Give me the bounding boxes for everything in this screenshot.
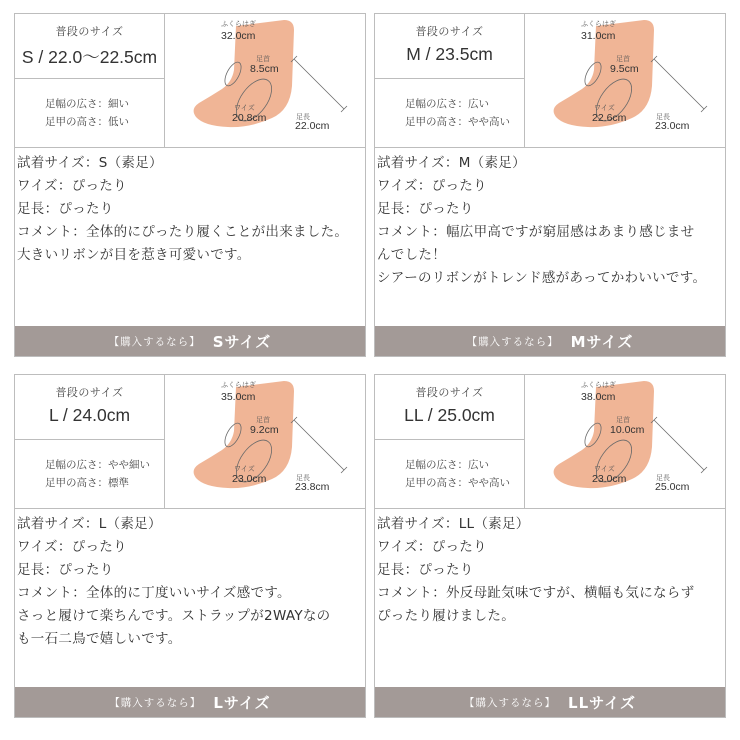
review-line: も一石二鳥で嬉しいです。	[17, 631, 182, 647]
usual-size-value: LL / 25.0cm	[404, 405, 495, 425]
review-line: コメント：外反母趾気味ですが、横幅も気にならず	[377, 585, 695, 601]
usual-size-box	[375, 14, 524, 79]
buy-size-label: LLサイズ	[568, 693, 636, 712]
foot-length-value: 23.0cm	[655, 120, 690, 132]
review-line: 足長：ぴったり	[377, 201, 474, 217]
foot-length-label: 足長	[656, 474, 670, 482]
usual-size-value: M / 23.5cm	[406, 44, 493, 64]
usual-size-label: 普段のサイズ	[55, 386, 124, 399]
wise-value: 23.0cm	[592, 473, 627, 485]
buy-size-label: Sサイズ	[212, 332, 272, 351]
foot-width-trait: 足幅の広さ：広い	[405, 98, 489, 110]
review-line: ワイズ：ぴったり	[377, 178, 487, 194]
foot-diagram	[166, 14, 365, 148]
usual-size-box	[15, 375, 164, 440]
instep-height-trait: 足甲の高さ：低い	[45, 116, 129, 128]
wise-value: 22.6cm	[592, 112, 627, 124]
usual-size-label: 普段のサイズ	[415, 386, 484, 399]
ankle-label: 足首	[616, 416, 630, 424]
size-card-l	[14, 374, 366, 718]
foot-illustration	[166, 375, 365, 509]
calf-value: 32.0cm	[221, 30, 256, 42]
size-card-ll	[374, 374, 726, 718]
calf-label: ふくらはぎ	[221, 20, 256, 28]
ankle-value: 9.2cm	[250, 424, 279, 436]
foot-illustration	[526, 375, 725, 509]
foot-length-value: 22.0cm	[295, 120, 330, 132]
buy-size-label: Mサイズ	[570, 332, 634, 351]
buy-size-label: Lサイズ	[213, 693, 271, 712]
buy-prefix: 【購入するなら】	[109, 696, 202, 709]
foot-diagram	[166, 375, 365, 509]
foot-length-line	[654, 420, 704, 470]
usual-size-box	[375, 375, 524, 440]
buy-prefix: 【購入するなら】	[466, 335, 559, 348]
review-line: ワイズ：ぴったり	[17, 539, 127, 555]
calf-value: 35.0cm	[221, 391, 256, 403]
foot-traits	[15, 440, 164, 492]
review-text	[15, 509, 365, 651]
wise-value: 23.0cm	[232, 473, 267, 485]
size-card-s	[14, 13, 366, 357]
review-line: 試着サイズ：LL（素足）	[377, 516, 530, 532]
buy-prefix: 【購入するなら】	[464, 696, 557, 709]
review-line: コメント：全体的に丁度いいサイズ感です。	[17, 585, 291, 601]
instep-height-trait: 足甲の高さ：やや高い	[405, 477, 510, 489]
calf-label: ふくらはぎ	[581, 381, 616, 389]
buy-size-button[interactable]	[15, 687, 365, 717]
review-line: 足長：ぴったり	[17, 201, 114, 217]
instep-height-trait: 足甲の高さ：やや高い	[405, 116, 510, 128]
buy-size-button[interactable]	[375, 687, 725, 717]
review-line: 足長：ぴったり	[17, 562, 114, 578]
ankle-value: 8.5cm	[250, 63, 279, 75]
instep-height-trait: 足甲の高さ：標準	[45, 477, 129, 489]
foot-width-trait: 足幅の広さ：やや細い	[45, 459, 150, 471]
review-line: 試着サイズ：M（素足）	[377, 155, 526, 171]
card-header	[15, 14, 365, 148]
usual-size-value: L / 24.0cm	[48, 405, 131, 425]
foot-length-value: 23.8cm	[295, 481, 330, 493]
card-header	[375, 375, 725, 509]
review-line: さっと履けて楽ちんです。ストラップが2WAYなの	[17, 608, 331, 624]
wise-label: ワイズ	[234, 465, 255, 473]
buy-size-button[interactable]	[15, 326, 365, 356]
review-text	[375, 148, 725, 290]
calf-label: ふくらはぎ	[221, 381, 256, 389]
foot-length-line	[294, 59, 344, 109]
review-line: ワイズ：ぴったり	[17, 178, 127, 194]
review-line: シアーのリボンがトレンド感があってかわいいです。	[377, 270, 707, 286]
review-line: んでした！	[377, 247, 446, 263]
wise-label: ワイズ	[594, 104, 615, 112]
foot-traits	[15, 79, 164, 131]
foot-length-label: 足長	[656, 113, 670, 121]
card-header	[15, 375, 365, 509]
usual-size-value: S / 22.0〜22.5cm	[21, 47, 158, 67]
wise-label: ワイズ	[594, 465, 615, 473]
usual-size-label: 普段のサイズ	[415, 25, 484, 38]
size-card-m	[374, 13, 726, 357]
foot-length-line	[654, 59, 704, 109]
wise-value: 20.8cm	[232, 112, 267, 124]
review-line: 足長：ぴったり	[377, 562, 474, 578]
foot-diagram	[526, 14, 725, 148]
foot-width-trait: 足幅の広さ：広い	[405, 459, 489, 471]
size-info	[375, 375, 525, 509]
calf-label: ふくらはぎ	[581, 20, 616, 28]
foot-length-label: 足長	[296, 474, 310, 482]
foot-traits	[375, 79, 524, 131]
calf-value: 38.0cm	[581, 391, 616, 403]
size-info	[15, 14, 165, 148]
wise-label: ワイズ	[234, 104, 255, 112]
usual-size-label: 普段のサイズ	[55, 25, 124, 38]
review-line: ワイズ：ぴったり	[377, 539, 487, 555]
review-line: 試着サイズ：L（素足）	[17, 516, 162, 532]
foot-illustration	[526, 14, 725, 148]
review-line: 試着サイズ：S（素足）	[17, 155, 163, 171]
buy-prefix: 【購入するなら】	[108, 335, 201, 348]
foot-length-label: 足長	[296, 113, 310, 121]
review-line: 大きいリボンが目を惹き可愛いです。	[17, 247, 251, 263]
ankle-label: 足首	[616, 55, 630, 63]
ankle-label: 足首	[256, 416, 270, 424]
review-line: ぴったり履けました。	[377, 608, 515, 624]
calf-value: 31.0cm	[581, 30, 616, 42]
foot-length-line	[294, 420, 344, 470]
ankle-label: 足首	[256, 55, 270, 63]
foot-length-value: 25.0cm	[655, 481, 690, 493]
foot-width-trait: 足幅の広さ：細い	[45, 98, 129, 110]
ankle-value: 9.5cm	[610, 63, 639, 75]
buy-size-button[interactable]	[375, 326, 725, 356]
review-line: コメント：幅広甲高ですが窮屈感はあまり感じませ	[377, 224, 695, 240]
review-text	[375, 509, 725, 628]
ankle-value: 10.0cm	[610, 424, 645, 436]
card-header	[375, 14, 725, 148]
review-line: コメント：全体的にぴったり履くことが出来ました。	[17, 224, 349, 240]
size-info	[15, 375, 165, 509]
usual-size-box	[15, 14, 164, 79]
size-info	[375, 14, 525, 148]
foot-illustration	[166, 14, 365, 148]
foot-traits	[375, 440, 524, 492]
review-text	[15, 148, 365, 267]
foot-diagram	[526, 375, 725, 509]
